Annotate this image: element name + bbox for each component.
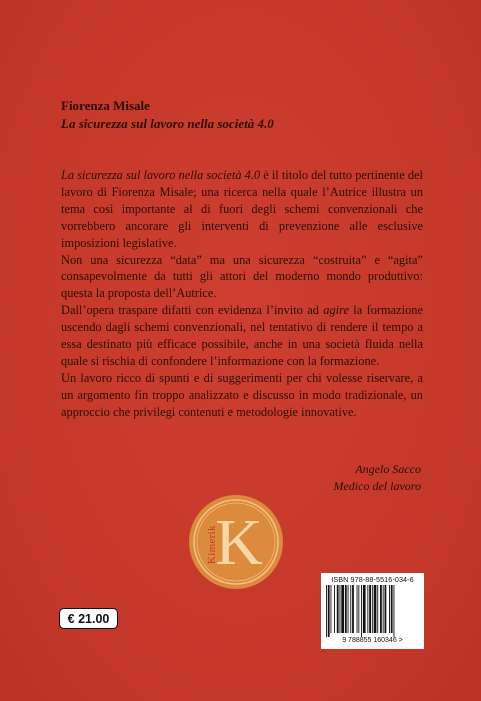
barcode-bar xyxy=(369,585,371,633)
barcode-bar xyxy=(352,585,354,633)
barcode-bar xyxy=(383,585,384,633)
barcode-bar xyxy=(380,585,382,633)
barcode-bar xyxy=(367,585,368,633)
publisher-logo xyxy=(188,494,284,590)
price-tag: € 21.00 xyxy=(59,608,118,629)
publisher-logo-letter: K xyxy=(215,506,263,579)
publisher-logo-icon xyxy=(188,494,284,590)
isbn-label: ISBN 978-88-5516-034-6 xyxy=(331,575,414,584)
publisher-logo-word: Kimerik xyxy=(206,525,218,564)
barcode xyxy=(321,573,424,649)
barcode-bar xyxy=(361,585,362,637)
barcode-bar xyxy=(394,585,395,637)
blurb xyxy=(61,167,423,421)
barcode-bar xyxy=(334,585,335,633)
blurb-paragraph-1 xyxy=(61,167,423,252)
barcode-bar xyxy=(328,585,330,637)
barcode-bar xyxy=(348,585,349,633)
barcode-bar xyxy=(350,585,351,633)
barcode-bar xyxy=(391,585,393,633)
barcode-bar xyxy=(345,585,347,633)
blurb-paragraph-3 xyxy=(61,302,423,370)
barcode-bar xyxy=(340,585,341,633)
signature-name: Angelo Sacco xyxy=(355,462,421,476)
barcode-bars xyxy=(324,585,421,637)
blurb-title-italic: La sicurezza sul lavoro nella società 4.0 xyxy=(61,168,261,182)
barcode-digits: 9 788855 160346 > xyxy=(342,637,403,644)
author-name: Fiorenza Misale xyxy=(61,98,150,113)
barcode-bar xyxy=(341,585,344,633)
blurb-paragraph-2: Non una sicurezza “data” ma una sicurezza “costruita” e “agita” consapevolmente da tutti gli attori del moderno mondo produttivo: questa la proposta dell’Autrice. xyxy=(61,252,423,301)
barcode-bar xyxy=(337,585,339,633)
barcode-bar xyxy=(363,585,366,633)
barcode-bar xyxy=(374,585,377,633)
blurb-italic-word: agire xyxy=(323,303,349,318)
barcode-bar xyxy=(385,585,387,633)
barcode-bar xyxy=(357,585,358,633)
barcode-bar xyxy=(372,585,373,633)
blurb-paragraph-3-after: la formazione uscendo dagli schemi convenzionali, nel tentativo di rendere il tempo a essa destinato più efficace possibile, anche in una società fluida nella quale si rischia di confondere l’informazione con la formazione. xyxy=(61,303,423,368)
blurb-paragraph-4: Un lavoro ricco di spunti e di suggerimenti per chi volesse riservare, a un argomento fin troppo analizzato e discusso in modo tradizionale, un approccio che privilegi contenuti e metodologie innovative. xyxy=(61,370,423,419)
signature-role: Medico del lavoro xyxy=(333,479,421,493)
barcode-bar xyxy=(377,585,378,633)
blurb-paragraph-3-before: Dall’opera traspare difatti con evidenza l’invito ad xyxy=(61,303,324,318)
barcode-bar xyxy=(389,585,390,633)
barcode-bar xyxy=(358,585,359,633)
blurb-paragraph-1-text: è il titolo del tutto pertinente del lavoro di Fiorenza Misale; una ricerca nella quale l’Autrice illustra un tema così importante al di fuori degli schemi convenzionali che vorrebbero ancorare gli interventi di prevenzione alle esclusive imposizioni legislative. xyxy=(61,168,424,250)
book-title: La sicurezza sul lavoro nella società 4.0 xyxy=(61,116,274,131)
barcode-bar xyxy=(331,585,332,633)
barcode-bar xyxy=(326,585,327,637)
